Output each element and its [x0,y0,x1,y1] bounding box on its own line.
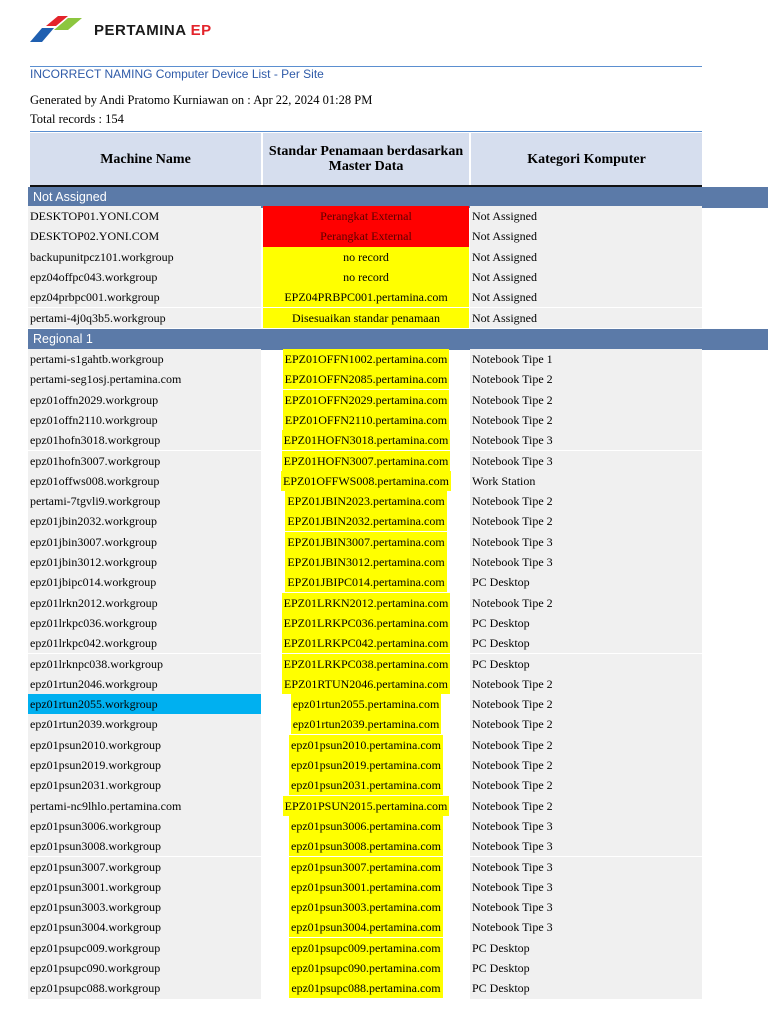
table-row [0,410,768,430]
standard-name-text: EPZ01LRKPC042.pertamina.com [282,633,451,653]
table-row [0,938,768,958]
table-row [0,451,768,471]
category-cell: Notebook Tipe 2 [470,410,702,430]
category-cell: PC Desktop [470,654,702,674]
column-header-machine: Machine Name [30,133,261,185]
category-cell: PC Desktop [470,958,702,978]
table-row [0,836,768,856]
category-cell: PC Desktop [470,978,702,998]
standard-name-text: EPZ01OFFN2110.pertamina.com [283,410,449,430]
category-cell: PC Desktop [470,613,702,633]
table-row [0,511,768,531]
standard-name-text: EPZ04PRBPC001.pertamina.com [284,290,448,305]
standard-name-cell [263,349,469,369]
standard-name-text: EPZ01OFFN2085.pertamina.com [283,369,450,389]
standard-name-text: EPZ01RTUN2046.pertamina.com [282,674,450,694]
category-cell: PC Desktop [470,938,702,958]
category-cell: Notebook Tipe 3 [470,451,702,471]
table-row [0,430,768,450]
machine-name-cell: epz01psun3001.workgroup [28,877,261,897]
machine-name-cell: epz01hofn3018.workgroup [28,430,261,450]
machine-name-cell: epz01psun3004.workgroup [28,917,261,937]
category-cell: Notebook Tipe 2 [470,674,702,694]
standard-name-text: EPZ01LRKN2012.pertamina.com [282,593,451,613]
table-row [0,978,768,998]
standard-name-cell [263,796,469,816]
machine-name-cell: DESKTOP01.YONI.COM [28,206,261,226]
machine-name-cell: epz01rtun2046.workgroup [28,674,261,694]
column-header-category: Kategori Komputer [471,133,702,185]
category-cell: Not Assigned [470,206,702,226]
machine-name-cell: pertami-7tgvli9.workgroup [28,491,261,511]
generated-info: Generated by Andi Pratomo Kurniawan on : Apr 22, 2024 01:28 PM [30,93,373,107]
machine-name-cell: pertami-seg1osj.pertamina.com [28,369,261,389]
standard-name-cell [263,451,469,471]
standard-name-cell [263,491,469,511]
brand-name: PERTAMINA EP [94,21,212,39]
standard-name-text: EPZ01JBIN2032.pertamina.com [285,511,446,531]
standard-name-cell [263,410,469,430]
standard-name-text: epz01psun2010.pertamina.com [289,735,443,755]
standard-name-text: EPZ01JBIN3012.pertamina.com [285,552,446,572]
machine-name-cell: epz01offn2110.workgroup [28,410,261,430]
standard-name-text: epz01rtun2055.pertamina.com [291,694,442,714]
machine-name-cell: epz01psun3008.workgroup [28,836,261,856]
machine-name-cell: epz01psupc088.workgroup [28,978,261,998]
category-cell: Notebook Tipe 3 [470,430,702,450]
pertamina-logo-icon [28,14,86,46]
company-logo [28,14,212,46]
category-cell: Notebook Tipe 3 [470,552,702,572]
category-cell: Not Assigned [470,308,702,328]
category-cell: Notebook Tipe 3 [470,816,702,836]
standard-name-text: epz01psun3001.pertamina.com [289,877,443,897]
standard-name-cell [263,430,469,450]
standard-name-cell [263,674,469,694]
table-row [0,247,768,267]
machine-name-cell: pertami-nc9lhlo.pertamina.com [28,796,261,816]
standard-name-cell [263,775,469,795]
standard-name-cell [263,308,469,328]
table-row [0,369,768,389]
standard-name-text: epz01psupc009.pertamina.com [289,938,442,958]
standard-name-text: epz01psun2031.pertamina.com [289,775,443,795]
table-row [0,308,768,328]
standard-name-text: EPZ01LRKPC036.pertamina.com [282,613,451,633]
standard-name-text: EPZ01PSUN2015.pertamina.com [283,796,450,816]
standard-name-text: EPZ01HOFN3018.pertamina.com [282,430,451,450]
category-cell: Notebook Tipe 2 [470,775,702,795]
standard-name-text: epz01psupc090.pertamina.com [289,958,442,978]
table-row [0,877,768,897]
standard-name-text: EPZ01JBIPC014.pertamina.com [285,572,446,592]
standard-name-text: epz01psun3003.pertamina.com [289,897,443,917]
table-row [0,471,768,491]
machine-name-cell: epz01psun3007.workgroup [28,857,261,877]
table-row [0,897,768,917]
standard-name-cell [263,714,469,734]
machine-name-cell: epz04prbpc001.workgroup [28,287,261,307]
table-row [0,532,768,552]
standard-name-cell [263,390,469,410]
category-cell: Notebook Tipe 1 [470,349,702,369]
standard-name-text: Disesuaikan standar penamaan [292,310,440,325]
report-title: INCORRECT NAMING Computer Device List - Per Site [30,67,324,81]
standard-name-cell [263,613,469,633]
machine-name-cell: epz04offpc043.workgroup [28,267,261,287]
standard-name-text: EPZ01OFFN1002.pertamina.com [283,349,450,369]
group-header: Regional 1 [28,329,768,350]
table-row [0,714,768,734]
standard-name-cell [263,917,469,937]
machine-name-cell: epz01psun2031.workgroup [28,775,261,795]
category-cell: Notebook Tipe 2 [470,796,702,816]
category-cell: Notebook Tipe 3 [470,857,702,877]
standard-name-cell [263,471,469,491]
standard-name-cell [263,206,469,226]
group-header: Not Assigned [28,187,768,208]
category-cell: Notebook Tipe 2 [470,390,702,410]
machine-name-cell: epz01lrknpc038.workgroup [28,654,261,674]
table-row [0,917,768,937]
standard-name-cell [263,897,469,917]
standard-name-cell [263,369,469,389]
category-cell: Notebook Tipe 2 [470,714,702,734]
standard-name-cell [263,978,469,998]
category-cell: PC Desktop [470,633,702,653]
machine-name-cell: DESKTOP02.YONI.COM [28,226,261,246]
table-row [0,390,768,410]
table-row [0,572,768,592]
category-cell: Not Assigned [470,267,702,287]
standard-name-text: Perangkat External [320,229,412,244]
table-row [0,775,768,795]
machine-name-cell: epz01lrkpc036.workgroup [28,613,261,633]
category-cell: Notebook Tipe 2 [470,694,702,714]
machine-name-cell: pertami-s1gahtb.workgroup [28,349,261,369]
standard-name-text: no record [343,249,389,264]
category-cell: Notebook Tipe 3 [470,877,702,897]
category-cell: Notebook Tipe 3 [470,532,702,552]
standard-name-cell [263,877,469,897]
standard-name-cell [263,836,469,856]
machine-name-cell: pertami-4j0q3b5.workgroup [28,308,261,328]
table-row [0,654,768,674]
category-cell: Not Assigned [470,247,702,267]
standard-name-text: Perangkat External [320,209,412,223]
standard-name-text: EPZ01LRKPC038.pertamina.com [282,654,451,674]
category-cell: Work Station [470,471,702,491]
category-cell: Notebook Tipe 2 [470,755,702,775]
standard-name-text: EPZ01OFFN2029.pertamina.com [283,390,450,410]
standard-name-cell [263,267,469,287]
standard-name-text: epz01psun3006.pertamina.com [289,816,443,836]
machine-name-cell: epz01offws008.workgroup [28,471,261,491]
standard-name-text: EPZ01JBIN3007.pertamina.com [285,532,446,552]
standard-name-cell [263,633,469,653]
standard-name-cell [263,552,469,572]
standard-name-cell [263,857,469,877]
category-cell: PC Desktop [470,572,702,592]
category-cell: Notebook Tipe 2 [470,735,702,755]
table-row [0,694,768,714]
standard-name-cell [263,572,469,592]
machine-name-cell: epz01psun2010.workgroup [28,735,261,755]
standard-name-text: epz01psun3007.pertamina.com [289,857,443,877]
table-row [0,633,768,653]
standard-name-text: epz01rtun2039.pertamina.com [291,714,442,734]
table-row [0,552,768,572]
standard-name-cell [263,958,469,978]
machine-name-cell: epz01psun2019.workgroup [28,755,261,775]
machine-name-cell: epz01jbin3007.workgroup [28,532,261,552]
standard-name-text: epz01psun2019.pertamina.com [289,755,443,775]
standard-name-text: epz01psun3008.pertamina.com [289,836,443,856]
total-records: Total records : 154 [30,112,124,126]
table-row [0,735,768,755]
machine-name-cell: epz01psupc090.workgroup [28,958,261,978]
machine-name-cell: epz01rtun2039.workgroup [28,714,261,734]
table-row [0,206,768,226]
category-cell: Notebook Tipe 2 [470,593,702,613]
category-cell: Not Assigned [470,287,702,307]
machine-name-cell: epz01psun3006.workgroup [28,816,261,836]
table-row [0,593,768,613]
standard-name-text: EPZ01JBIN2023.pertamina.com [285,491,446,511]
standard-name-text: epz01psupc088.pertamina.com [289,978,442,998]
table-row [0,613,768,633]
standard-name-text: epz01psun3004.pertamina.com [289,917,443,937]
standard-name-cell [263,593,469,613]
standard-name-cell [263,694,469,714]
table-row [0,857,768,877]
standard-name-text: EPZ01OFFWS008.pertamina.com [281,471,451,491]
table-row [0,755,768,775]
category-cell: Not Assigned [470,226,702,246]
table-row [0,958,768,978]
table-row [0,349,768,369]
table-row [0,267,768,287]
standard-name-cell [263,938,469,958]
machine-name-cell: epz01psun3003.workgroup [28,897,261,917]
standard-name-cell [263,735,469,755]
table-row [0,796,768,816]
standard-name-cell [263,511,469,531]
standard-name-cell [263,287,469,307]
standard-name-text: no record [343,269,389,284]
category-cell: Notebook Tipe 3 [470,917,702,937]
machine-name-cell: backupunitpcz101.workgroup [28,247,261,267]
standard-name-cell [263,755,469,775]
category-cell: Notebook Tipe 2 [470,511,702,531]
table-row [0,674,768,694]
standard-name-cell [263,532,469,552]
machine-name-cell: epz01rtun2055.workgroup [28,694,261,714]
machine-name-cell: epz01jbin3012.workgroup [28,552,261,572]
table-row [0,287,768,307]
machine-name-cell: epz01lrkpc042.workgroup [28,633,261,653]
category-cell: Notebook Tipe 2 [470,369,702,389]
machine-name-cell: epz01jbin2032.workgroup [28,511,261,531]
category-cell: Notebook Tipe 2 [470,491,702,511]
category-cell: Notebook Tipe 3 [470,836,702,856]
machine-name-cell: epz01jbipc014.workgroup [28,572,261,592]
standard-name-cell [263,226,469,246]
machine-name-cell: epz01offn2029.workgroup [28,390,261,410]
machine-name-cell: epz01psupc009.workgroup [28,938,261,958]
machine-name-cell: epz01lrkn2012.workgroup [28,593,261,613]
table-row [0,816,768,836]
standard-name-cell [263,654,469,674]
standard-name-cell [263,247,469,267]
category-cell: Notebook Tipe 3 [470,897,702,917]
table-row [0,491,768,511]
header-top-rule [30,131,702,132]
machine-name-cell: epz01hofn3007.workgroup [28,451,261,471]
column-header-standard: Standar Penamaan berdasarkan Master Data [263,133,469,185]
table-row [0,226,768,246]
standard-name-text: EPZ01HOFN3007.pertamina.com [282,451,451,471]
standard-name-cell [263,816,469,836]
